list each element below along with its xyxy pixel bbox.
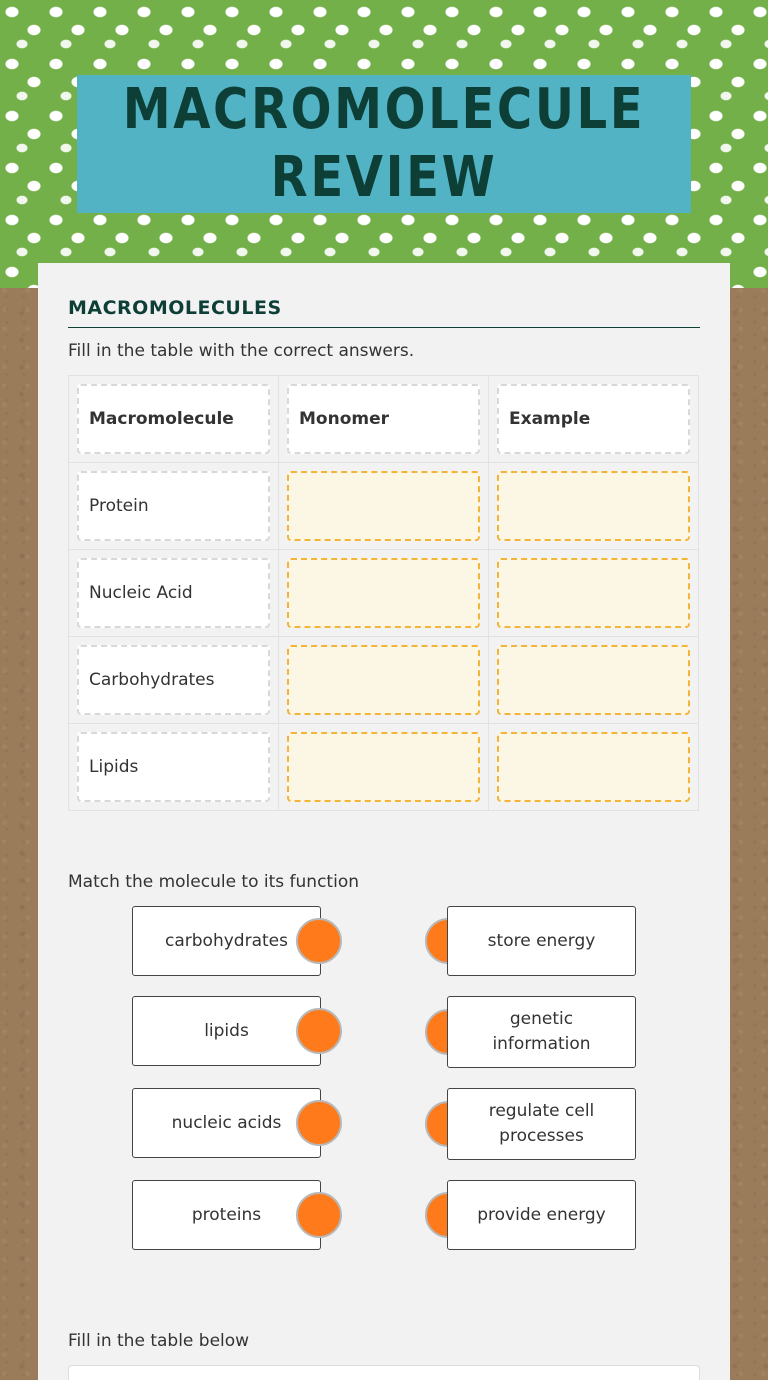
- match-right-item: regulate cell processes: [447, 1088, 636, 1160]
- example-answer-field[interactable]: [497, 645, 690, 715]
- header-banner: [0, 0, 768, 288]
- header-macromolecule: Macromolecule: [77, 384, 270, 454]
- match-left-dot[interactable]: [296, 1192, 342, 1238]
- section-title: MACROMOLECULES: [68, 297, 700, 328]
- match-left-item: proteins: [132, 1180, 321, 1250]
- match-right-item: store energy: [447, 906, 636, 976]
- table-row: [69, 463, 699, 550]
- monomer-answer-field[interactable]: [287, 645, 480, 715]
- row-label: Protein: [77, 471, 270, 541]
- match-left-item: nucleic acids: [132, 1088, 321, 1158]
- row-label: Nucleic Acid: [77, 558, 270, 628]
- table-row: [69, 637, 699, 724]
- monomer-answer-field[interactable]: [287, 558, 480, 628]
- page-title: MACROMOLECULE REVIEW: [122, 77, 646, 210]
- example-answer-field[interactable]: [497, 471, 690, 541]
- header-monomer: Monomer: [287, 384, 480, 454]
- table-instruction: Fill in the table with the correct answers.: [68, 341, 415, 361]
- table-row: [69, 724, 699, 811]
- row-label: Lipids: [77, 732, 270, 802]
- match-instruction: Match the molecule to its function: [68, 872, 359, 892]
- example-answer-field[interactable]: [497, 732, 690, 802]
- monomer-answer-field[interactable]: [287, 471, 480, 541]
- match-left-dot[interactable]: [296, 1008, 342, 1054]
- macromolecule-table: [68, 375, 699, 811]
- bottom-table: [68, 1365, 700, 1380]
- table-row: [69, 550, 699, 637]
- table-header-row: [69, 376, 699, 463]
- bottom-table-instruction: Fill in the table below: [68, 1331, 250, 1351]
- match-left-dot[interactable]: [296, 918, 342, 964]
- match-left-item: lipids: [132, 996, 321, 1066]
- example-answer-field[interactable]: [497, 558, 690, 628]
- monomer-answer-field[interactable]: [287, 732, 480, 802]
- match-right-item: genetic information: [447, 996, 636, 1068]
- header-example: Example: [497, 384, 690, 454]
- row-label: Carbohydrates: [77, 645, 270, 715]
- match-left-item: carbohydrates: [132, 906, 321, 976]
- title-box: [77, 75, 691, 213]
- worksheet-paper: [38, 263, 730, 1380]
- match-left-dot[interactable]: [296, 1100, 342, 1146]
- match-right-item: provide energy: [447, 1180, 636, 1250]
